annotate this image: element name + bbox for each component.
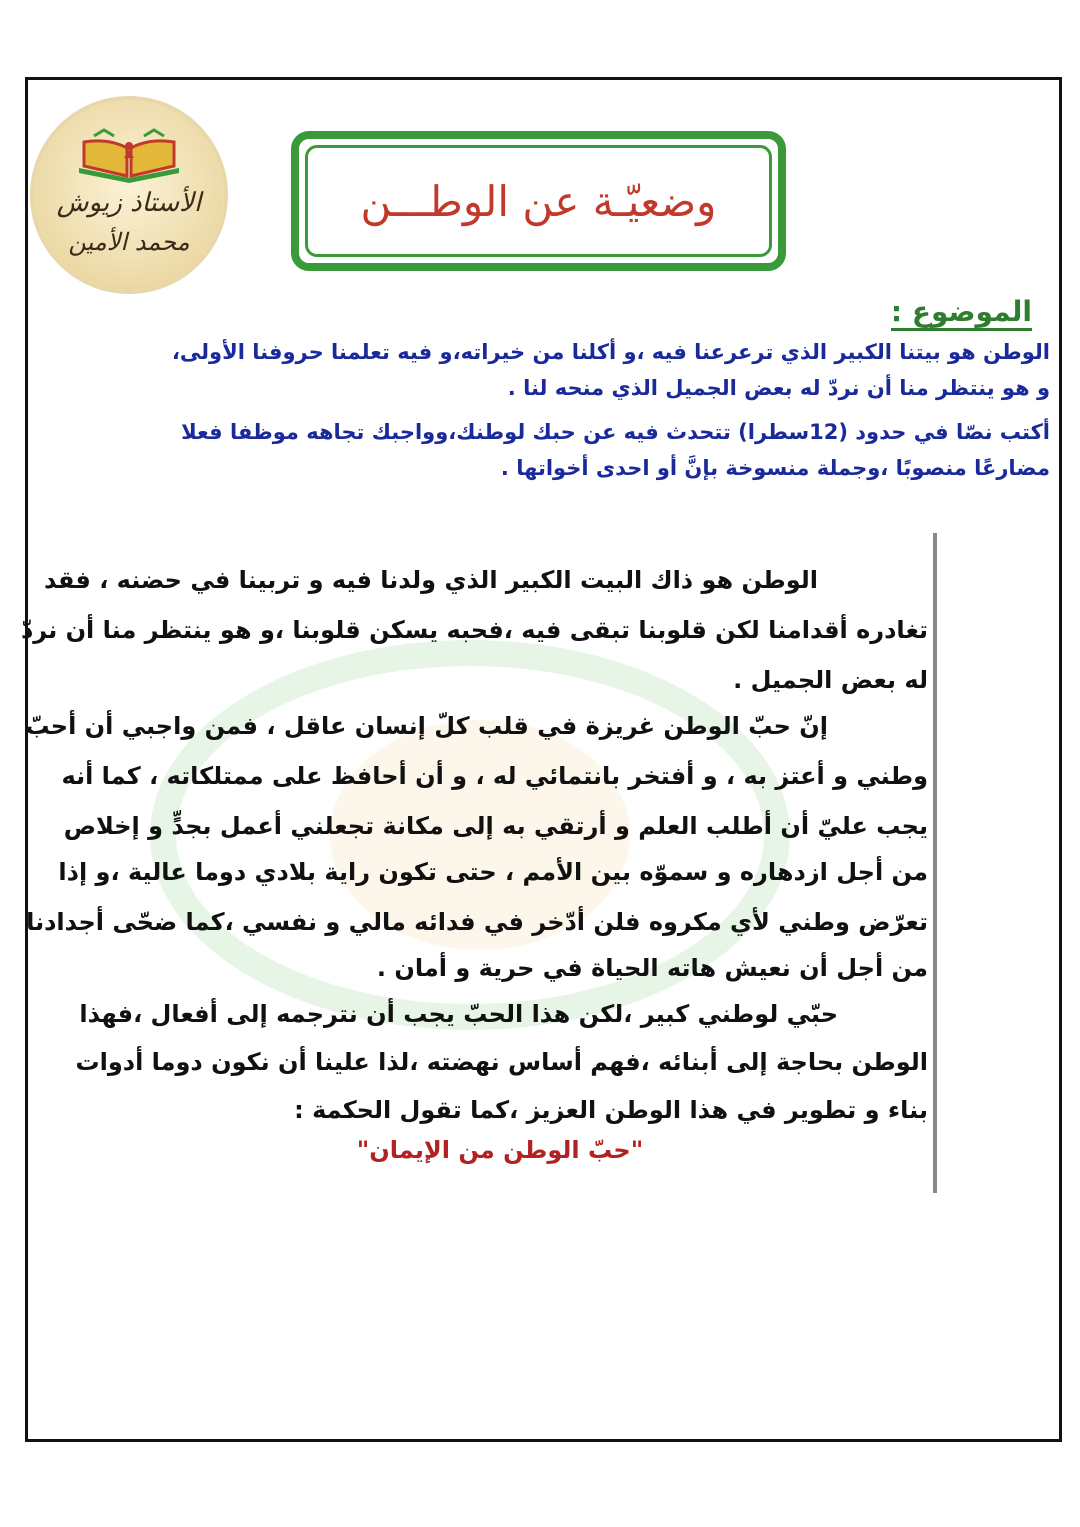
title-box [291, 131, 786, 271]
answer-line: الوطن بحاجة إلى أبنائه ،فهم أساس نهضته ،لذا علينا أن نكون دوما أدوات [75, 1048, 928, 1076]
answer-margin-bar [933, 533, 937, 1193]
answer-line: له بعض الجميل . [733, 666, 928, 694]
closing-quote: "حبّ الوطن من الإيمان" [356, 1136, 644, 1164]
logo-name-line1: الأستاذ زيوش [56, 188, 202, 218]
answer-line: يجب عليّ أن أطلب العلم و أرتقي به إلى مكانة تجعلني أعمل بجدٍّ و إخلاص [63, 812, 928, 840]
answer-line: إنّ حبّ الوطن غريزة في قلب كلّ إنسان عاقل ، فمن واجبي أن أحبّ [25, 712, 828, 740]
answer-line: الوطن هو ذاك البيت الكبير الذي ولدنا فيه و تربينا في حضنه ، فقد [43, 566, 818, 594]
answer-line: حبّي لوطني كبير ،لكن هذا الحبّ يجب أن نترجمه إلى أفعال ،فهذا [79, 1000, 838, 1028]
book-icon [69, 128, 189, 188]
answer-line: بناء و تطوير في هذا الوطن العزيز ،كما تقول الحكمة : [294, 1096, 928, 1124]
answer-line: وطني و أعتز به ، و أفتخر بانتمائي له ، و أن أحافظ على ممتلكاته ، كما أنه [61, 762, 928, 790]
author-logo [34, 100, 224, 290]
subject-line-2: و هو ينتظر منا أن نردّ له بعض الجميل الذي منحه لنا . [507, 376, 1050, 400]
answer-line: تغادره أقدامنا لكن قلوبنا تبقى فيه ،فحبه يسكن قلوبنا ،و هو ينتظر منا أن نردّ [20, 616, 928, 644]
subject-line-3: أكتب نصّا في حدود (12سطرا) تتحدث فيه عن حبك لوطنك،وواجبك تجاهه موظفا فعلا [181, 420, 1050, 444]
answer-line: من أجل ازدهاره و سموّه بين الأمم ، حتى تكون راية بلادي دوما عالية ،و إذا [58, 858, 928, 886]
subject-label [891, 295, 1032, 328]
subject-line-1: الوطن هو بيتنا الكبير الذي ترعرعنا فيه ،و أكلنا من خيراته،و فيه تعلمنا حروفنا الأولى، [171, 340, 1050, 364]
page-title: وضعيّـة عن الوطـــن [360, 177, 717, 226]
logo-name-line2: محمد الأمين [68, 228, 190, 256]
answer-line: تعرّض وطني لأي مكروه فلن أدّخر في فدائه مالي و نفسي ،كما ضحّى أجدادنا [26, 908, 928, 936]
subject-label-text: الموضوع : [891, 295, 1032, 331]
subject-line-4: مضارعًا منصوبًا ،وجملة منسوخة بإنَّ أو احدى أخواتها . [500, 456, 1050, 480]
answer-line: من أجل أن نعيش هاته الحياة في حرية و أمان . [376, 954, 928, 982]
